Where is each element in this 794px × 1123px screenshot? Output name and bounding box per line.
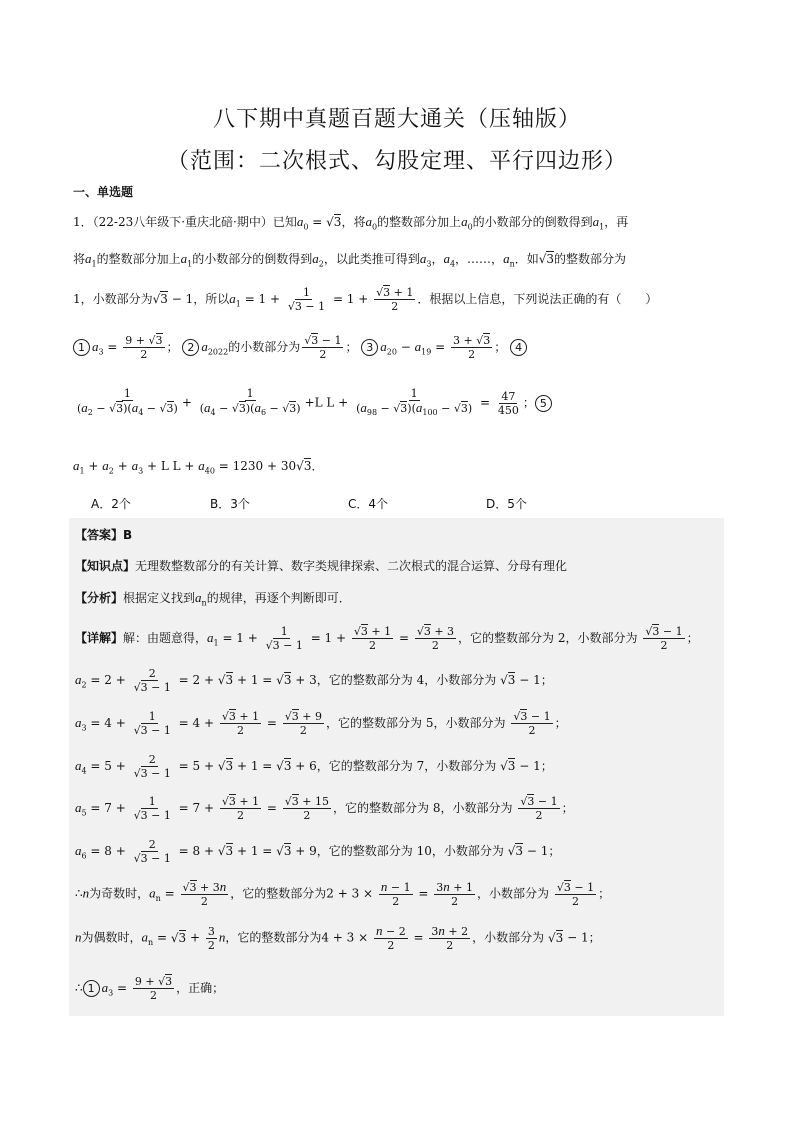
page-subtitle: （范围：二次根式、勾股定理、平行四边形） — [166, 149, 627, 174]
detail-line-3: $a_3 = 4$ + 1 √ 3 − 1 = 4 + √ $\frac{3 + 1}{2}$ = √ $\frac{3 + 9}{2}$ ，它的整数部分为 5，小数部分为 √ $\frac{3 - 1}{2}$ ； — [75, 710, 567, 737]
statements-line-2: $\frac{1}{(a_2 - √ 3)(a_4 - √ 3)}$ + $\frac{1}{(a_4 - √ 3)(a_6 - √ 3)}$ +L L + $\frac{1}{(a_{98} - √ 3)(a_{100} - √ 3)}$ = $\frac{47}{450}$ ； 5 — [73, 387, 554, 419]
option-d: D．5个 — [486, 497, 527, 511]
question-line-3: 1，小数部分为√ 3 − 1，所以$a_1 = 1$ + 1 √ 3 − 1 = 1 + √ $\frac{3 + 1}{2}$ ．根据以上信息，下列说法正确的有（ ） — [73, 286, 657, 313]
statements-line-3: $a_1 + a_2 + a_3 + L$ $L + a_{40} = 1230 + 30√$ 3． — [73, 457, 323, 480]
option-b: B．3个 — [210, 497, 250, 511]
page-title: 八下期中真题百题大通关（压轴版） — [212, 107, 581, 132]
detail-line-conclusion: ∴ 1 $a_3$ = $\frac{9 + √ 3}{2}$ ，正确； — [75, 975, 224, 1002]
option-a: A．2个 — [91, 497, 131, 511]
knowledge-line: 【知识点】无理数整数部分的有关计算、数字类规律探索、二次根式的混合运算、分母有理化 — [75, 559, 568, 573]
question-line-2: 将$a_1$的整数部分加上$a_1$的小数部分的倒数得到$a_2$，以此类推可得到$a_3$，$a_4$，……，$a_n$．如√ 3的整数部分为 — [73, 250, 626, 273]
detail-line-1: 【详解】解：由题意得，$a_1 = 1$ + 1 √ 3 − 1 = 1 + √ $\frac{3 + 1}{2}$ = √ $\frac{3 + 3}{2}$ ，它的整数部分为 2，小数部分为 √ $\frac{3 - 1}{2}$ ； — [75, 625, 699, 652]
analysis-line: 【分析】根据定义找到$a_n$的规律，再逐个判断即可． — [75, 590, 351, 608]
question-line-1: 1．（22-23八年级下·重庆北碚·期中）已知$a_0$ = √ 3，将$a_0$的整数部分加上$a_0$的小数部分的倒数得到$a_1$，再 — [73, 213, 628, 236]
detail-line-4: $a_4 = 5$ + 2 √ 3 − 1 = 5 + √ 3 + 1 = √ 3 + 6，它的整数部分为 7，小数部分为 √ 3 − 1； — [75, 753, 553, 780]
section-heading: 一、单选题 — [73, 185, 134, 199]
detail-line-2: $a_2 = 2$ + 2 √ 3 − 1 = 2 + √ 3 + 1 = √ 3 + 3，它的整数部分为 4，小数部分为 √ 3 − 1； — [75, 667, 553, 694]
detail-line-6: $a_6 = 8$ + 2 √ 3 − 1 = 8 + √ 3 + 1 = √ 3 + 9，它的整数部分为 10，小数部分为 √ 3 − 1； — [75, 838, 560, 865]
detail-line-even: n为偶数时，$a_n$ = √ 3 + $\frac{3}{2}$ n，它的整数部分为4 + 3 × $\frac{n - 2}{2}$ = $\frac{3n + 2}{2}$ ，小数部分为 √ 3 − 1； — [75, 924, 601, 952]
detail-line-odd: ∴n为奇数时，$a_n$ = √ $\frac{3 + 3n}{2}$ ，它的整数部分为2 + 3 × $\frac{n - 1}{2}$ = $\frac{3n + 1}{2}$ ，小数部分为 √ $\frac{3 - 1}{2}$ ； — [75, 880, 610, 908]
option-c: C．4个 — [348, 497, 389, 511]
statements-line-1: 1 $a_3$ = $\frac{9 + √ 3}{2}$ ； 2 $a_{2022}$的小数部分为 √ $\frac{3 - 1}{2}$ ； 3 $a_{20} - a_{19}$ = $\frac{3 + √ 3}{2}$ ； 4 — [73, 334, 529, 361]
answer-line: 【答案】B — [75, 528, 133, 542]
detail-line-5: $a_5 = 7$ + 1 √ 3 − 1 = 7 + √ $\frac{3 + 1}{2}$ = √ $\frac{3 + 15}{2}$ ，它的整数部分为 8，小数部分为 √ $\frac{3 - 1}{2}$ ； — [75, 795, 574, 822]
